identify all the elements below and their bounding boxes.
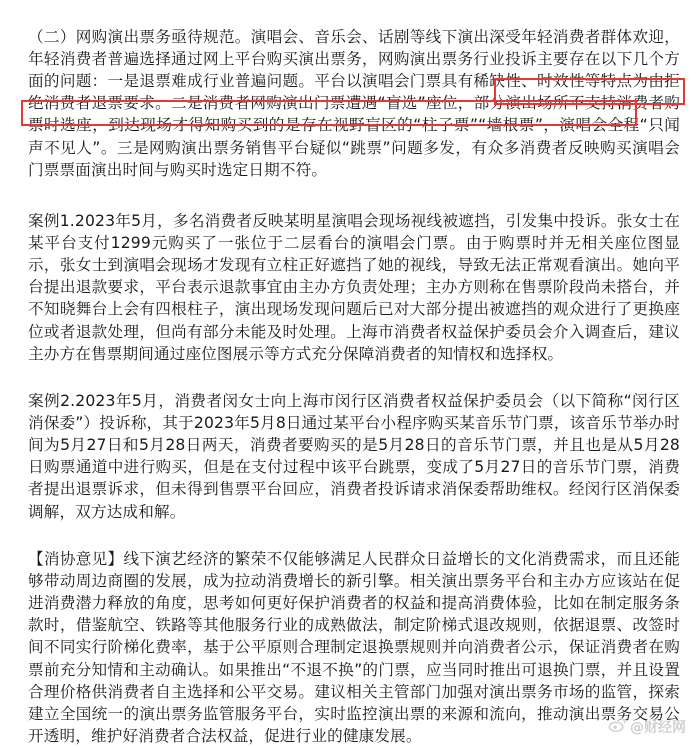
watermark-text: @财经网 — [630, 720, 686, 736]
watermark — [608, 716, 686, 738]
paragraph-ticketing-issues: （二）网购演出票务亟待规范。演唱会、音乐会、话剧等线下演出深受年轻消费者群体欢迎，年轻消费者普遍选择通过网上平台购买演出票务，网购演出票务行业投诉主要存在以下几个方面的问题：一是退票难成行业普遍问题。平台以演唱会门票具有稀缺性、时效性等特点为由拒绝消费者退票要求。二是消费者网购演出门票遭遇“盲选”座位，部分演出场所不支持消费者购票时选座，到达现场才得知购买到的是存在视野盲区的“柱子票”“墙根票”，演唱会全程“只闻声不见人”。三是网购演出票务销售平台疑似“跳票”问题多发，有众多消费者反映购买演唱会门票票面演出时间与购买时选定日期不符。 — [28, 27, 680, 179]
weibo-icon — [608, 716, 626, 738]
paragraph-consumer-association-opinion: 【消协意见】线下演艺经济的繁荣不仅能够满足人民群众日益增长的文化消费需求，而且还能够带动周边商圈的发展，成为拉动消费增长的新引擎。相关演出票务平台和主办方应该站在促进消费潜力释放的角度，思考如何更好保护消费者的权益和提高消费体验，比如在制定服务条款时，借鉴航空、铁路等其他服务行业的成熟做法，制定阶梯式退改规则，依据退票、改签时间不同实行阶梯化费率，基于公平原则合理制定退换票规则并向消费者公示，保证消费者在购票前充分知情和主动确认。如果推出“不退不换”的门票，应当同时推出可退换门票，并且设置合理价格供消费者自主选择和公平交易。建议相关主管部门加强对演出票务市场的监管，探索建立全国统一的演出票务监管服务平台，实时监控演出票的来源和流向，推动演出票务交易公开透明，维护好消费者合法权益，促进行业的健康发展。 — [28, 549, 680, 746]
paragraph-case-1: 案例1.2023年5月，多名消费者反映某明星演唱会现场视线被遮挡，引发集中投诉。张女士在某平台支付1299元购买了一张位于二层看台的演唱会门票。由于购票时并无相关座位图显示，张女士到演唱会现场才发现有立柱正好遮挡了她的视线，导致无法正常观看演出。她向平台提出退款要求，平台表示退款事宜由主办方负责处理；主办方则称在售票阶段尚未搭台，并不知晓舞台上会有四根柱子，演出现场发现问题后已对大部分提出被遮挡的观众进行了更换座位或者退款处理，但尚有部分未能及时处理。上海市消费者权益保护委员会介入调查后，建议主办方在售票期间通过座位图展示等方式充分保障消费者的知情权和选择权。 — [28, 211, 680, 363]
paragraph-case-2: 案例2.2023年5月，消费者闵女士向上海市闵行区消费者权益保护委员会（以下简称“闵行区消保委”）投诉称，其于2023年5月8日通过某平台小程序购买某音乐节门票，该音乐节举办时间为5月27日和5月28日两天，消费者要购买的是5月28日的音乐节门票，并且也是从5月28日购票通道中进行购买，但是在支付过程中该平台跳票，变成了5月27日的音乐节门票，消费者提出退票诉求，但未得到售票平台回应，消费者投诉请求消保委帮助维权。经闵行区消保委调解，双方达成和解。 — [28, 391, 680, 521]
